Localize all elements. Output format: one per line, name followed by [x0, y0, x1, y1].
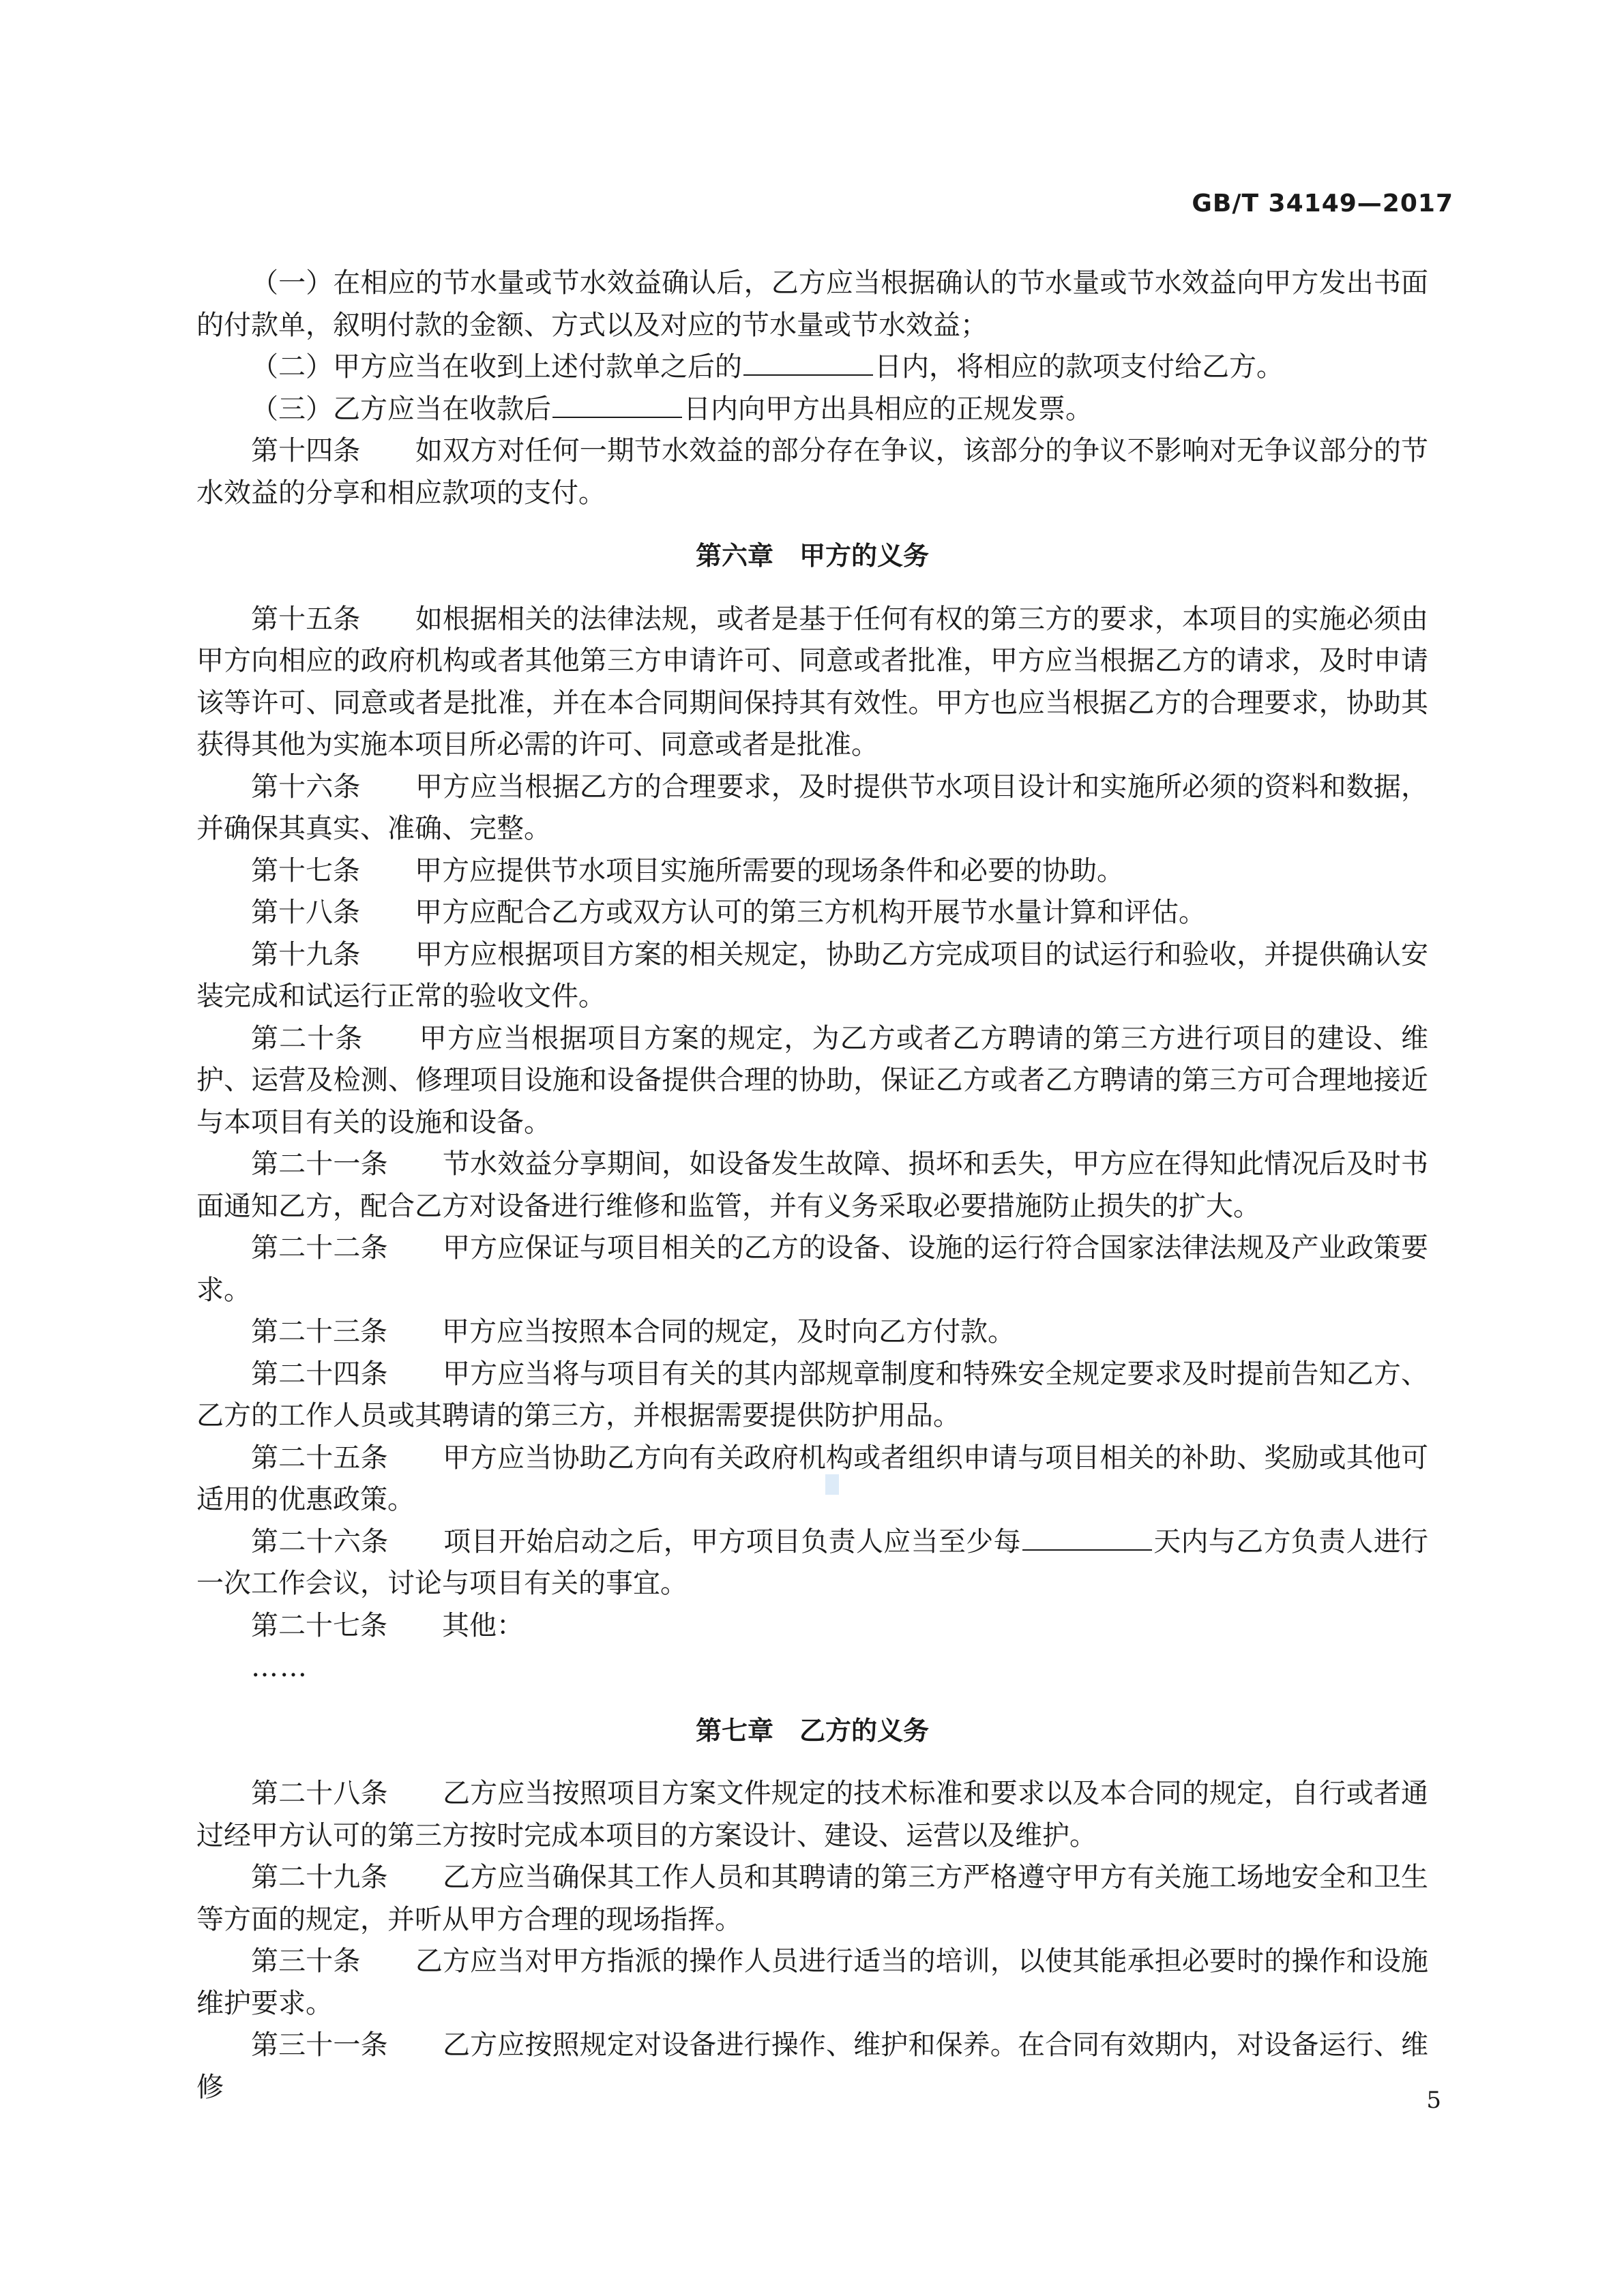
fill-in-blank: [552, 392, 682, 418]
paragraph-text: 日内向甲方出具相应的正规发票。: [683, 393, 1093, 425]
article-number: 第三十一条: [251, 2029, 388, 2061]
article-number: 第二十二条: [251, 1232, 388, 1264]
paragraph-text: 甲方应当将与项目有关的其内部规章制度和特殊安全规定要求及时提前告知乙方、乙方的工作人员或其聘请的第三方，并根据需要提供防护用品。: [196, 1358, 1429, 1431]
article-paragraph: [196, 1605, 1428, 1648]
article-paragraph: [196, 892, 1428, 934]
paragraph-text: （三）乙方应当在收款后: [251, 393, 551, 425]
article-paragraph: [196, 1521, 1428, 1605]
article-number: 第二十四条: [251, 1358, 388, 1390]
article-number: 第二十七条: [251, 1609, 387, 1641]
article-paragraph: [196, 1227, 1428, 1311]
article-paragraph: [196, 1311, 1428, 1354]
article-number: 第二十九条: [251, 1862, 388, 1893]
paragraph-text: 如根据相关的法律法规，或者是基于任何有权的第三方的要求，本项目的实施必须由甲方向相应的政府机构或者其他第三方申请许可、同意或者批准，甲方应当根据乙方的请求，及时申请该等许可、同意或者是批准，并在本合同期间保持其有效性。甲方也应当根据乙方的合理要求，协助其获得其他为实施本项目所必需的许可、同意或者是批准。: [196, 603, 1429, 760]
chapter-heading: 第七章 乙方的义务: [695, 1715, 929, 1746]
article-paragraph: [196, 1354, 1428, 1437]
paragraph-text: 乙方应当按照项目方案文件规定的技术标准和要求以及本合同的规定，自行或者通过经甲方认可的第三方按时完成本项目的方案设计、建设、运营以及维护。: [196, 1778, 1429, 1851]
clause-paragraph: [196, 389, 1428, 431]
paragraph-text: 甲方应保证与项目相关的乙方的设备、设施的运行符合国家法律法规及产业政策要求。: [196, 1232, 1429, 1306]
scan-artifact: [825, 1474, 839, 1495]
article-paragraph: [196, 2025, 1428, 2108]
article-paragraph: [196, 934, 1428, 1018]
fill-in-blank: [1022, 1525, 1152, 1551]
clause-paragraph: [196, 263, 1428, 346]
paragraph-text: 甲方应当协助乙方向有关政府机构或者组织申请与项目相关的补助、奖励或其他可适用的优惠政策。: [196, 1442, 1429, 1515]
article-paragraph: [196, 1941, 1428, 2025]
paragraph-text: 甲方应当根据项目方案的规定，为乙方或者乙方聘请的第三方进行项目的建设、维护、运营及检测、修理项目设施和设备提供合理的协助，保证乙方或者乙方聘请的第三方可合理地接近与本项目有关的设施和设备。: [196, 1022, 1429, 1138]
article-number: 第二十三条: [251, 1316, 387, 1347]
paragraph-text: 乙方应按照规定对设备进行操作、维护和保养。在合同有效期内，对设备运行、维修: [196, 2029, 1429, 2103]
paragraph-text: 乙方应当对甲方指派的操作人员进行适当的培训，以使其能承担必要时的操作和设施维护要求。: [196, 1945, 1429, 2019]
article-number: 第二十八条: [251, 1778, 388, 1809]
fill-in-blank: [743, 350, 873, 376]
standard-code: GB/T 34149—2017: [1192, 190, 1453, 218]
paragraph-text: 甲方应配合乙方或双方认可的第三方机构开展节水量计算和评估。: [415, 897, 1206, 928]
article-paragraph: [196, 599, 1428, 766]
article-number: 第十五条: [251, 603, 361, 635]
article-number: 第十六条: [251, 771, 361, 803]
paragraph-text: （二）甲方应当在收到上述付款单之后的: [251, 351, 742, 383]
article-number: 第二十六条: [251, 1525, 389, 1557]
article-paragraph: [196, 766, 1428, 850]
article-number: 第十八条: [251, 897, 360, 928]
paragraph-text: 其他：: [442, 1609, 524, 1641]
article-paragraph: [196, 1857, 1428, 1941]
article-paragraph: [196, 1437, 1428, 1521]
article-number: 第十九条: [251, 938, 361, 970]
article-number: 第二十五条: [251, 1442, 388, 1474]
paragraph-text: 如双方对任何一期节水效益的部分存在争议，该部分的争议不影响对无争议部分的节水效益的分享和相应款项的支付。: [196, 435, 1429, 509]
page-number: 5: [1426, 2087, 1441, 2114]
paragraph-text: 日内，将相应的款项支付给乙方。: [874, 351, 1284, 383]
article-number: 第三十条: [251, 1945, 361, 1977]
article-paragraph: [196, 1018, 1428, 1144]
article-number: 第二十一条: [251, 1148, 388, 1180]
article-paragraph: [196, 1773, 1428, 1857]
article-number: 第二十条: [251, 1022, 364, 1054]
paragraph-text: 天内与乙方负责人进行一次工作会议，讨论与项目有关的事宜。: [196, 1525, 1429, 1599]
paragraph-text: 甲方应根据项目方案的相关规定，协助乙方完成项目的试运行和验收，并提供确认安装完成和试运行正常的验收文件。: [196, 938, 1429, 1012]
paragraph-text: 甲方应当按照本合同的规定，及时向乙方付款。: [442, 1316, 1015, 1347]
article-number: 第十四条: [251, 435, 361, 466]
article-paragraph: [196, 1144, 1428, 1227]
paragraph-text: 甲方应提供节水项目实施所需要的现场条件和必要的协助。: [415, 854, 1124, 886]
paragraph-text: 甲方应当根据乙方的合理要求，及时提供节水项目设计和实施所必须的资料和数据，并确保其真实、准确、完整。: [196, 771, 1429, 844]
ellipsis: ……: [251, 1652, 308, 1683]
clause-paragraph: [196, 346, 1428, 389]
article-paragraph: [196, 430, 1428, 514]
paragraph-text: （一）在相应的节水量或节水效益确认后，乙方应当根据确认的节水量或节水效益向甲方发出书面的付款单，叙明付款的金额、方式以及对应的节水量或节水效益；: [196, 267, 1428, 341]
paragraph-text: 节水效益分享期间，如设备发生故障、损坏和丢失，甲方应在得知此情况后及时书面通知乙方，配合乙方对设备进行维修和监管，并有义务采取必要措施防止损失的扩大。: [196, 1148, 1429, 1222]
paragraph-text: 乙方应当确保其工作人员和其聘请的第三方严格遵守甲方有关施工场地安全和卫生等方面的规定，并听从甲方合理的现场指挥。: [196, 1862, 1429, 1935]
chapter-heading: 第六章 甲方的义务: [695, 541, 929, 571]
paragraph-text: 项目开始启动之后，甲方项目负责人应当至少每: [443, 1525, 1021, 1557]
article-paragraph: [196, 850, 1428, 893]
article-number: 第十七条: [251, 854, 360, 886]
document-body: [196, 263, 1428, 2108]
